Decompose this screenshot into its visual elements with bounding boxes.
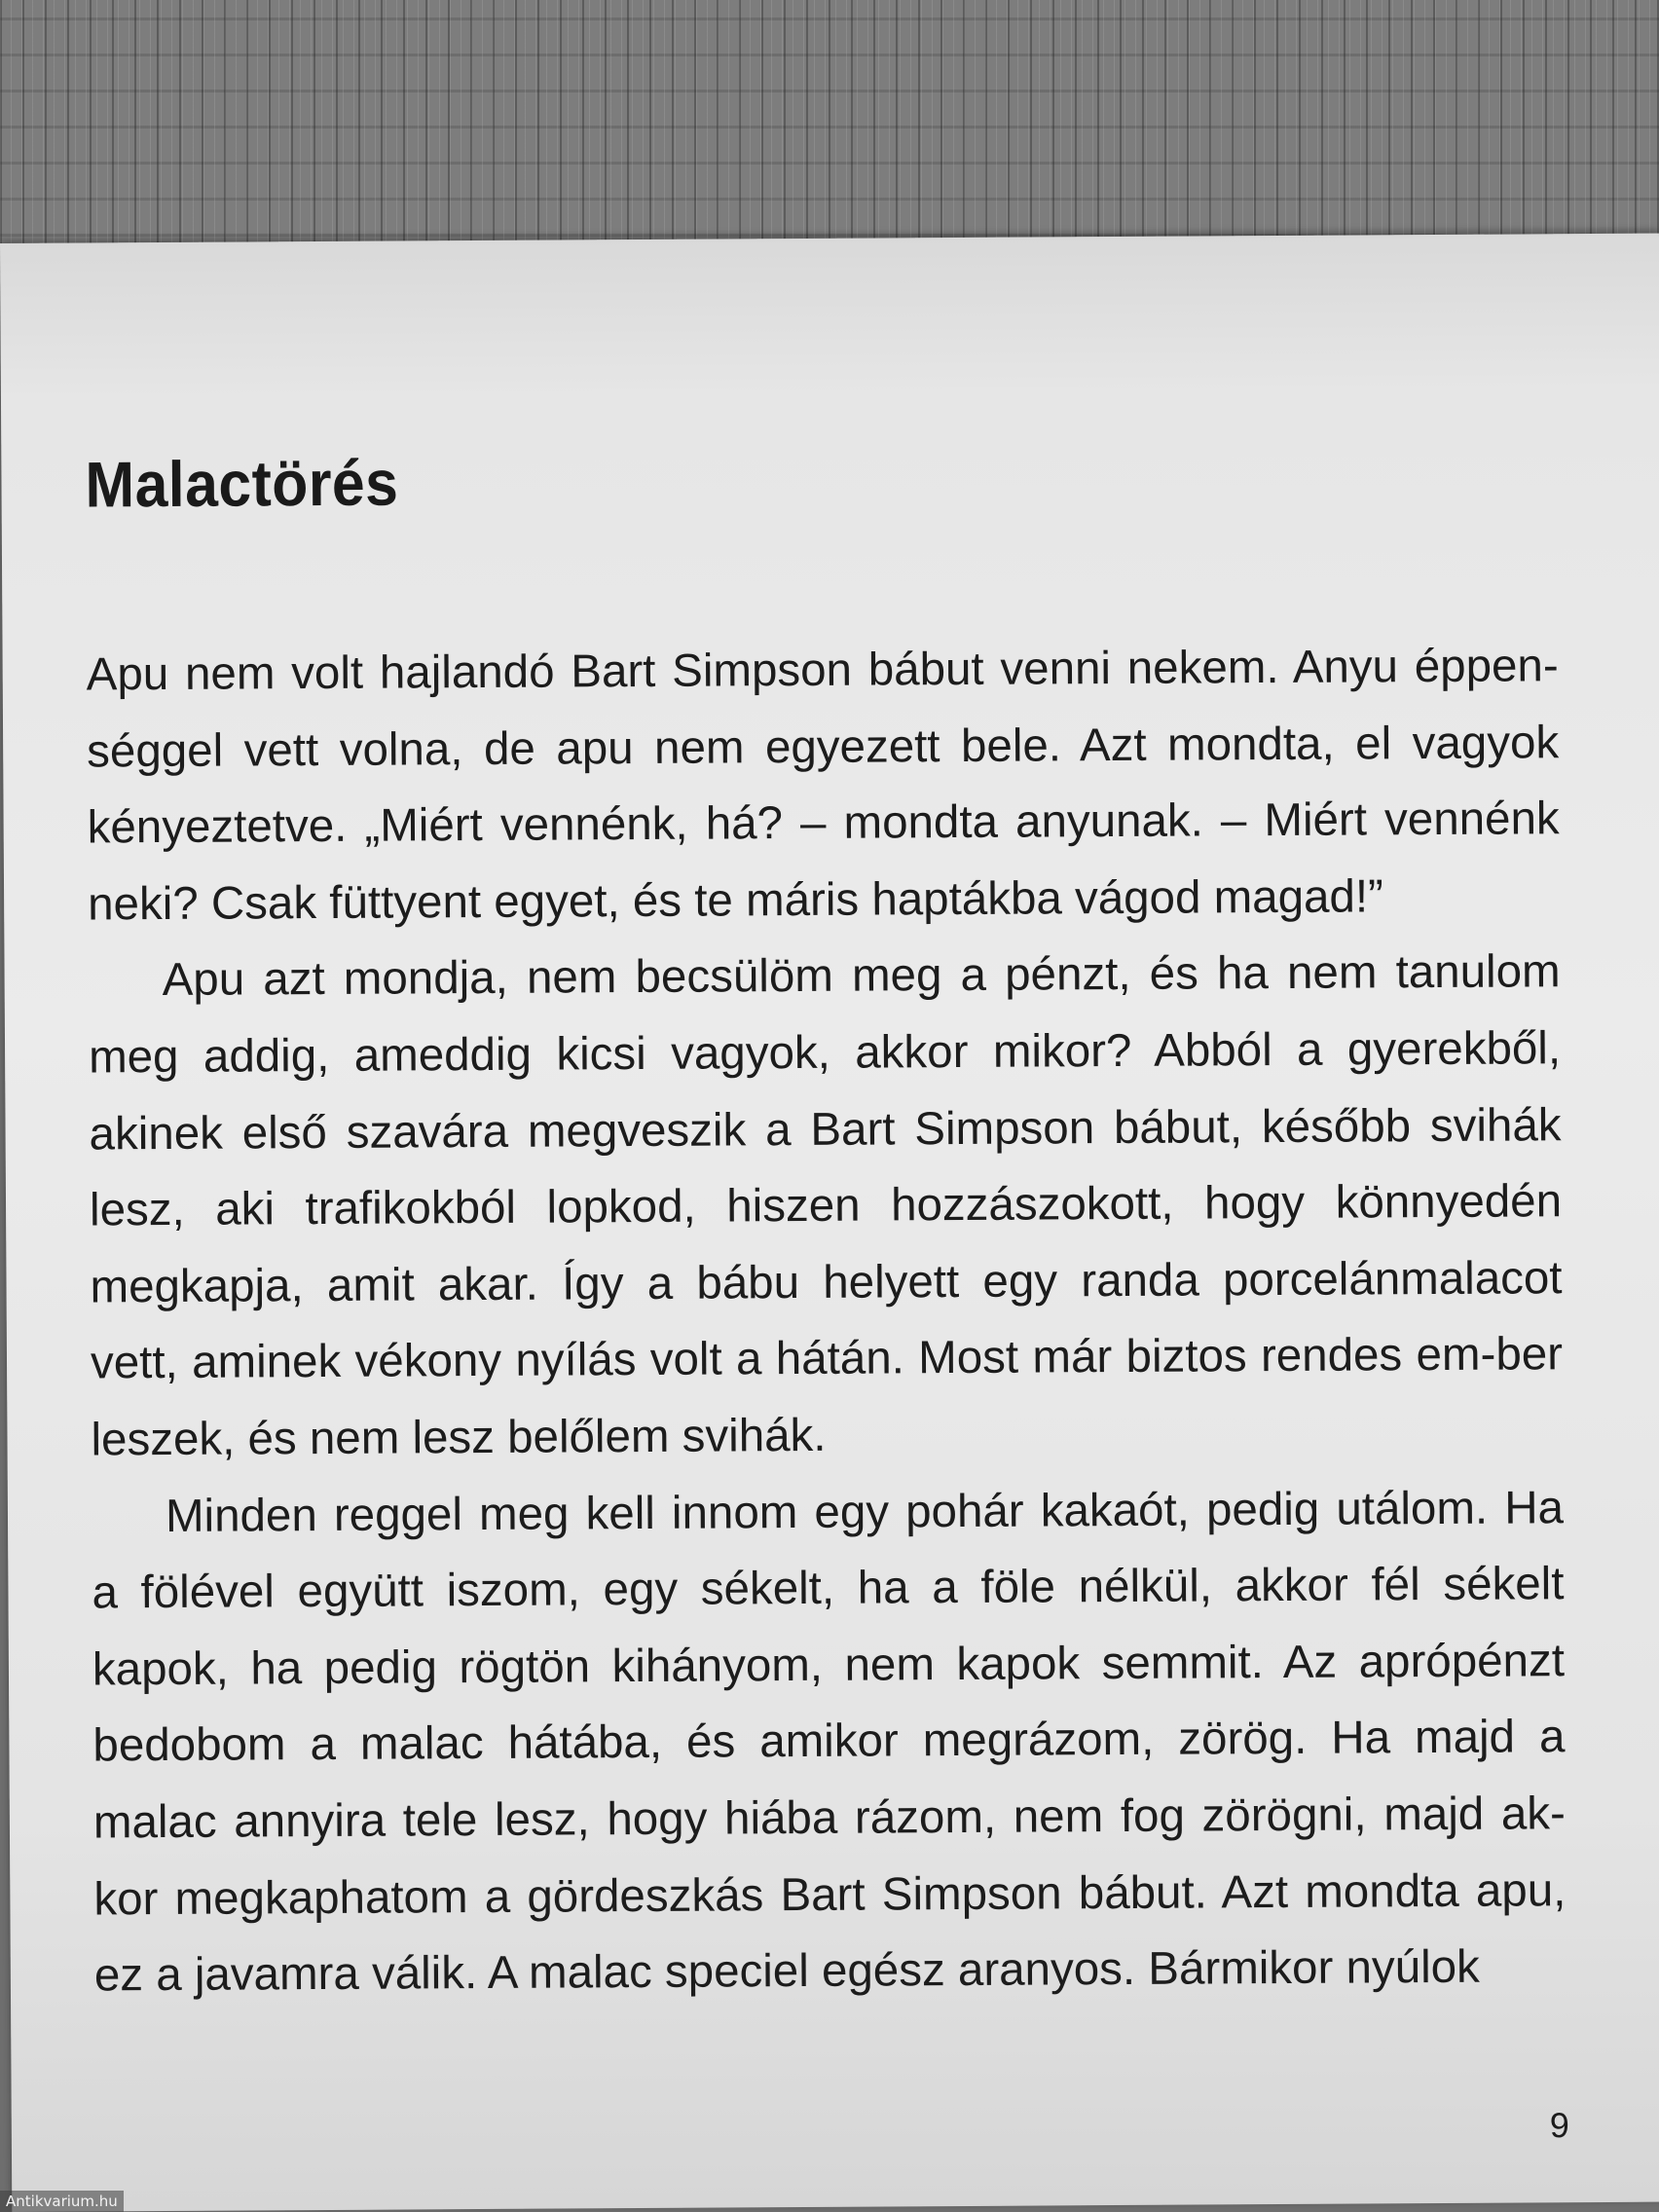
paragraph-3: Minden reggel meg kell innom egy pohár kakaót, pedig utálom. Ha a fölével együtt iszom, egy sékelt, ha a föle nélkül, akkor fél sékelt kapok, ha pedig rögtön kihányom, nem kapok semmit. Az aprópénzt bedobom a malac hátába, és amikor megrázom, zörög. Ha majd a malac annyira tele lesz, hogy hiába rázom, nem fog zörögni, majd ak-kor megkaphatom a gördeszkás Bart Simpson bábut. Azt mondta apu, ez a javamra válik. A malac speciel egész aranyos. Bármikor nyúlok [92, 1481, 1567, 2002]
watermark: Antikvarium.hu [0, 2191, 124, 2212]
desk-background [0, 0, 1659, 273]
paragraph-2: Apu azt mondja, nem becsülöm meg a pénzt, és ha nem tanulom meg addig, ameddig kicsi vagyok, akkor mikor? Abból a gyerekből, akinek első szavára megveszik a Bart Simpson bábut, később svihák lesz, aki trafikokból lopkod, hiszen hozzászokott, hogy könnyedén megkapja, amit akar. Így a bábu helyett egy randa porcelánmalacot vett, aminek vékony nyílás volt a hátán. Most már biztos rendes em-ber leszek, és nem lesz belőlem svihák. [88, 945, 1564, 1466]
paragraph-1: Apu nem volt hajlandó Bart Simpson bábut venni nekem. Anyu éppen-séggel vett volna, de apu nem egyezett bele. Azt mondta, el vagyok kényeztetve. „Miért vennénk, há? – mondta anyunak. – Miért vennénk neki? Csak füttyent egyet, és te máris haptákba vágod magad!” [86, 640, 1560, 931]
body-text [86, 628, 1567, 2014]
chapter-title: Malactörés [85, 446, 399, 521]
page-number: 9 [1549, 2105, 1569, 2146]
book-page [0, 234, 1659, 2212]
